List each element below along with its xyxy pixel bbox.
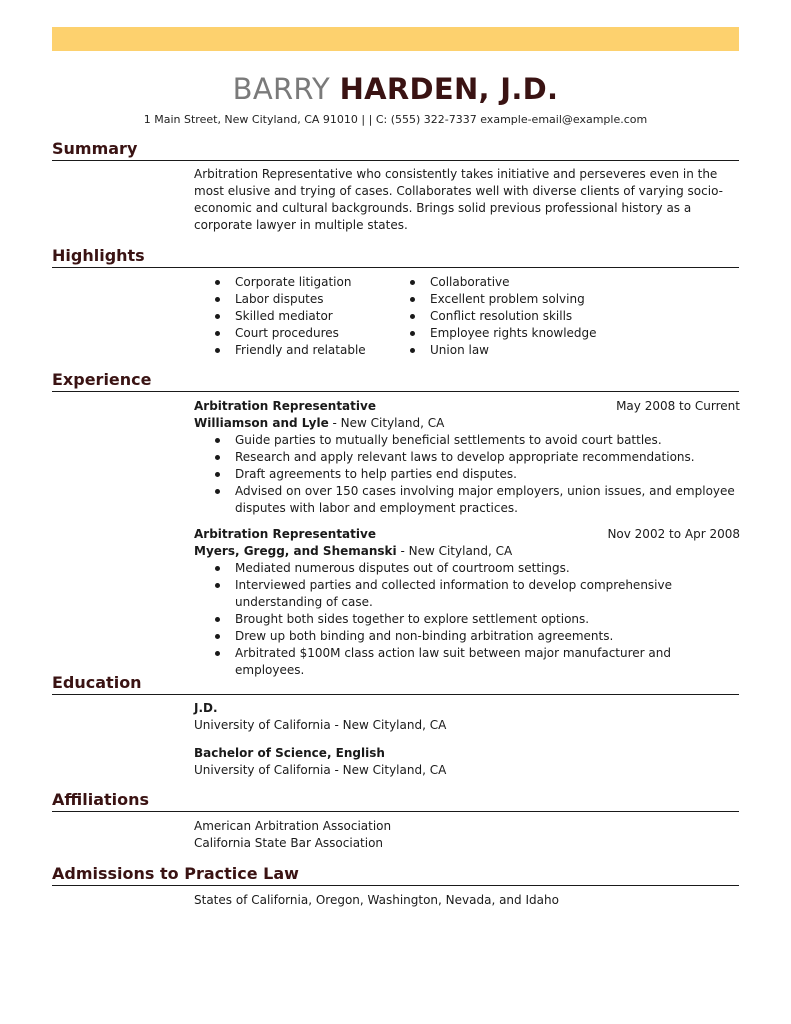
admissions-text: States of California, Oregon, Washington, Nevada, and Idaho bbox=[194, 893, 559, 907]
job-duties bbox=[194, 432, 740, 517]
highlight-item: Skilled mediator bbox=[194, 308, 389, 325]
first-name: BARRY bbox=[232, 72, 331, 106]
job-header bbox=[194, 526, 740, 543]
affiliation-item: American Arbitration Association bbox=[194, 819, 392, 833]
job-header bbox=[194, 398, 740, 415]
summary-heading: Summary bbox=[52, 139, 138, 158]
job-entry bbox=[194, 526, 740, 679]
affiliation-item: California State Bar Association bbox=[194, 836, 384, 850]
admissions-heading: Admissions to Practice Law bbox=[52, 864, 299, 883]
duty-item: Guide parties to mutually beneficial settlements to avoid court battles. bbox=[194, 432, 740, 449]
company-name: Myers, Gregg, and Shemanski bbox=[194, 544, 397, 558]
duty-item: Draft agreements to help parties end disputes. bbox=[194, 466, 740, 483]
school: University of California - New Cityland, CA bbox=[194, 763, 447, 777]
job-dates: Nov 2002 to Apr 2008 bbox=[607, 527, 740, 541]
affiliations-divider bbox=[52, 811, 739, 812]
job-dates: May 2008 to Current bbox=[616, 399, 740, 413]
highlight-item: Excellent problem solving bbox=[389, 291, 739, 308]
school: University of California - New Cityland, CA bbox=[194, 718, 447, 732]
highlight-item: Corporate litigation bbox=[194, 274, 389, 291]
company-name: Williamson and Lyle bbox=[194, 416, 329, 430]
highlight-item: Employee rights knowledge bbox=[389, 325, 739, 342]
highlight-item: Labor disputes bbox=[194, 291, 389, 308]
duty-item: Mediated numerous disputes out of courtroom settings. bbox=[194, 560, 740, 577]
affiliations-list bbox=[194, 818, 740, 852]
last-name: HARDEN, J.D. bbox=[339, 72, 559, 106]
highlight-item: Friendly and relatable bbox=[194, 342, 389, 359]
summary-text: Arbitration Representative who consistently takes initiative and perseveres even in the most elusive and trying of cases. Collaborates well with diverse clients of varying socio-economic and cultural backgrounds. Brings solid previous professional history as a corporate lawyer in multiple states. bbox=[194, 167, 723, 232]
education-entry bbox=[194, 745, 740, 779]
job-entry bbox=[194, 398, 740, 517]
duty-item: Arbitrated $100M class action law suit between major manufacturer and employees. bbox=[194, 645, 740, 679]
job-title: Arbitration Representative bbox=[194, 399, 376, 413]
education-divider bbox=[52, 694, 739, 695]
company-location: - New Cityland, CA bbox=[396, 544, 513, 558]
experience-divider bbox=[52, 391, 739, 392]
job-company bbox=[194, 415, 740, 432]
highlight-item: Collaborative bbox=[389, 274, 739, 291]
job-company bbox=[194, 543, 740, 560]
degree: J.D. bbox=[194, 701, 218, 715]
summary-divider bbox=[52, 160, 739, 161]
affiliations-heading: Affiliations bbox=[52, 790, 150, 809]
highlight-item: Conflict resolution skills bbox=[389, 308, 739, 325]
contact-line: 1 Main Street, New Cityland, CA 91010 | | C: (555) 322-7337 example-email@example.com bbox=[143, 113, 648, 126]
highlight-item: Union law bbox=[389, 342, 739, 359]
highlights-left-column bbox=[194, 274, 389, 359]
duty-item: Advised on over 150 cases involving major employers, union issues, and employee disputes with labor and employment practices. bbox=[194, 483, 740, 517]
admissions-divider bbox=[52, 885, 739, 886]
job-duties bbox=[194, 560, 740, 679]
highlights-right-column bbox=[389, 274, 739, 359]
highlights-divider bbox=[52, 267, 739, 268]
duty-item: Brought both sides together to explore settlement options. bbox=[194, 611, 740, 628]
highlight-item: Court procedures bbox=[194, 325, 389, 342]
degree: Bachelor of Science, English bbox=[194, 746, 385, 760]
accent-bar bbox=[52, 27, 739, 51]
experience-heading: Experience bbox=[52, 370, 152, 389]
company-location: - New Cityland, CA bbox=[328, 416, 445, 430]
duty-item: Interviewed parties and collected information to develop comprehensive understanding of case. bbox=[194, 577, 740, 611]
education-heading: Education bbox=[52, 673, 142, 692]
candidate-name bbox=[0, 70, 791, 108]
highlights-heading: Highlights bbox=[52, 246, 145, 265]
duty-item: Drew up both binding and non-binding arbitration agreements. bbox=[194, 628, 740, 645]
education-entry bbox=[194, 700, 740, 734]
duty-item: Research and apply relevant laws to develop appropriate recommendations. bbox=[194, 449, 740, 466]
job-title: Arbitration Representative bbox=[194, 527, 376, 541]
